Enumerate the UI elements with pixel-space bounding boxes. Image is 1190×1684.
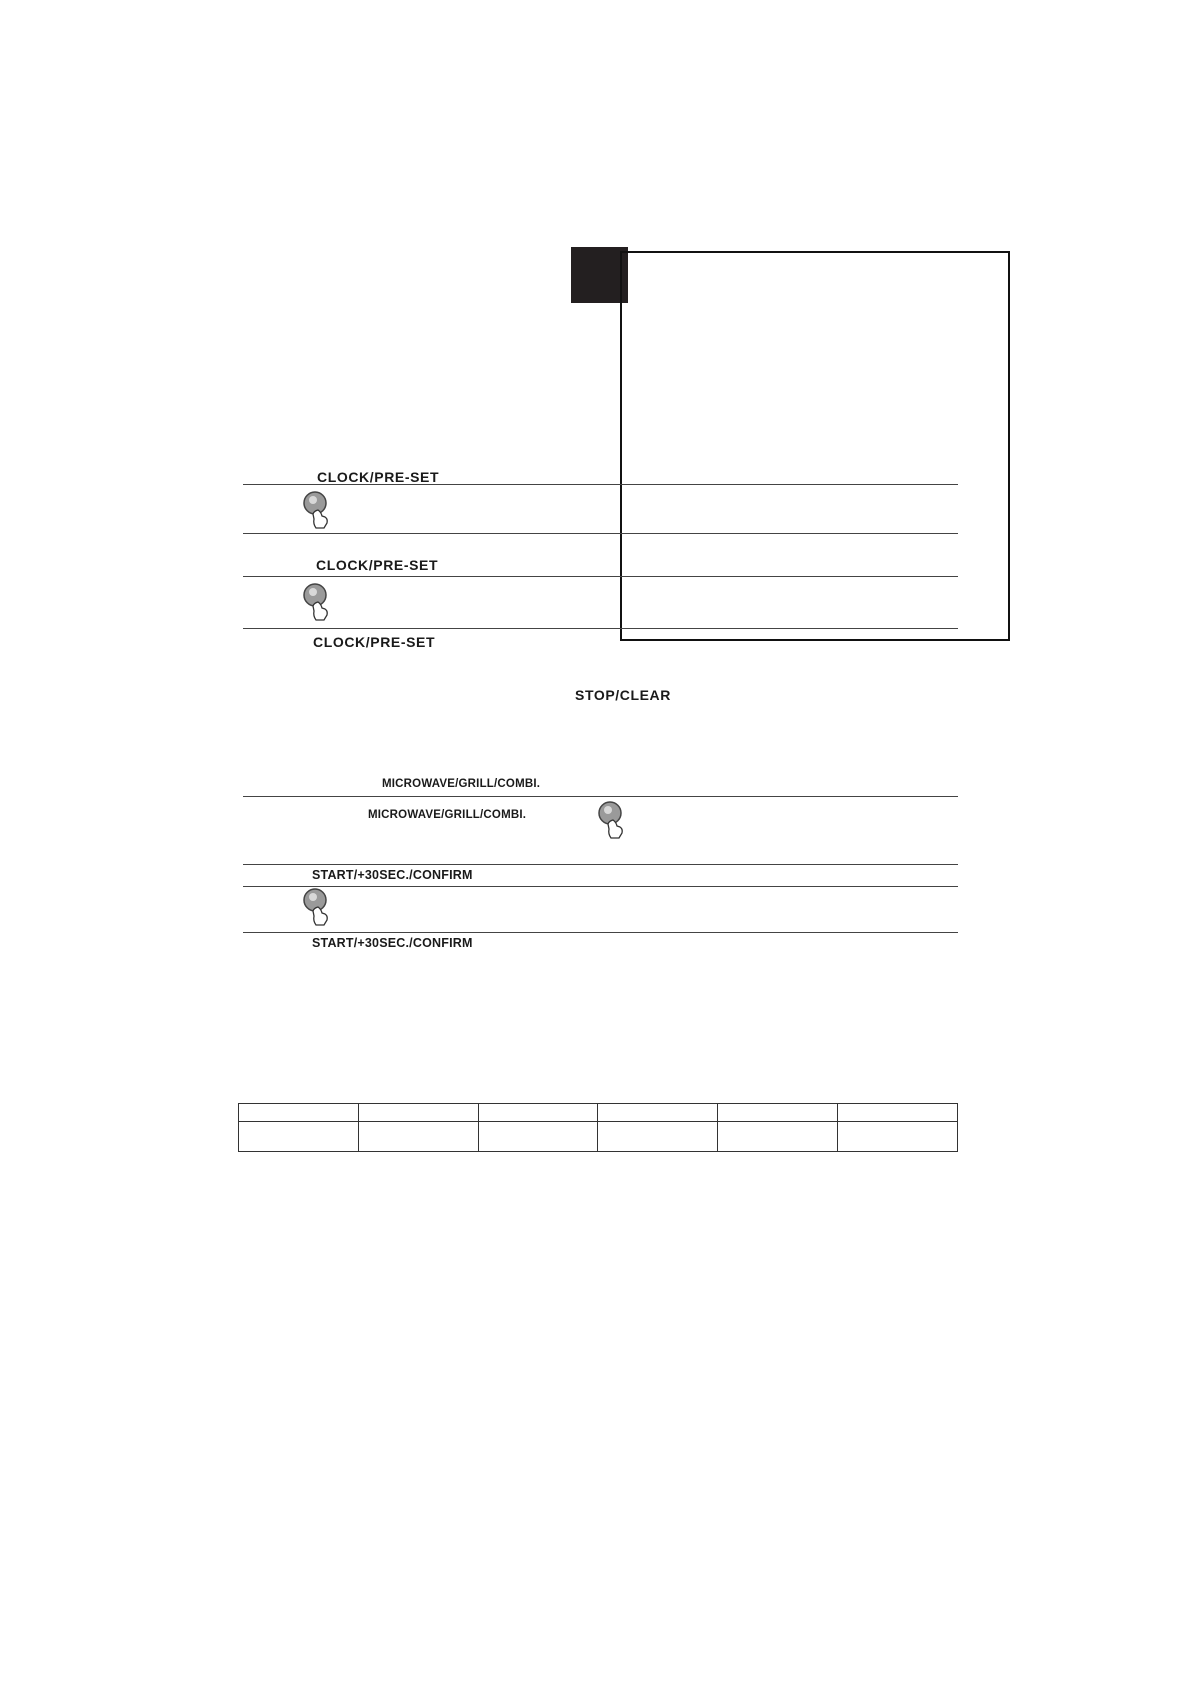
table-row bbox=[239, 1122, 958, 1152]
rule bbox=[243, 886, 958, 887]
table-cell bbox=[239, 1104, 359, 1122]
table-cell bbox=[838, 1122, 958, 1152]
rule bbox=[243, 932, 958, 933]
dial-icon bbox=[300, 490, 336, 530]
mode-label-2: MICROWAVE/GRILL/COMBI. bbox=[368, 809, 527, 821]
rule bbox=[243, 576, 958, 577]
rule bbox=[243, 796, 958, 797]
table-cell bbox=[718, 1104, 838, 1122]
table-cell bbox=[838, 1104, 958, 1122]
table-cell bbox=[718, 1122, 838, 1152]
clock-preset-label-2: CLOCK/PRE-SET bbox=[316, 557, 439, 573]
mode-label-1: MICROWAVE/GRILL/COMBI. bbox=[382, 778, 541, 790]
clock-preset-label-3: CLOCK/PRE-SET bbox=[313, 634, 436, 650]
table-cell bbox=[358, 1122, 478, 1152]
table-cell bbox=[478, 1104, 598, 1122]
illustration-frame bbox=[620, 251, 1010, 641]
start-confirm-label-1: START/+30SEC./CONFIRM bbox=[312, 868, 473, 882]
start-confirm-label-2: START/+30SEC./CONFIRM bbox=[312, 936, 473, 950]
stop-clear-label: STOP/CLEAR bbox=[575, 687, 671, 703]
table-cell bbox=[598, 1122, 718, 1152]
table-row bbox=[239, 1104, 958, 1122]
power-level-table bbox=[238, 1103, 958, 1152]
table-cell bbox=[598, 1104, 718, 1122]
dial-icon bbox=[595, 800, 631, 840]
rule bbox=[243, 484, 958, 485]
table-cell bbox=[478, 1122, 598, 1152]
dial-icon bbox=[300, 887, 336, 927]
clock-preset-label-1: CLOCK/PRE-SET bbox=[317, 469, 440, 485]
dial-icon bbox=[300, 582, 336, 622]
rule bbox=[243, 628, 958, 629]
table-cell bbox=[358, 1104, 478, 1122]
table-cell bbox=[239, 1122, 359, 1152]
rule bbox=[243, 533, 958, 534]
rule bbox=[243, 864, 958, 865]
